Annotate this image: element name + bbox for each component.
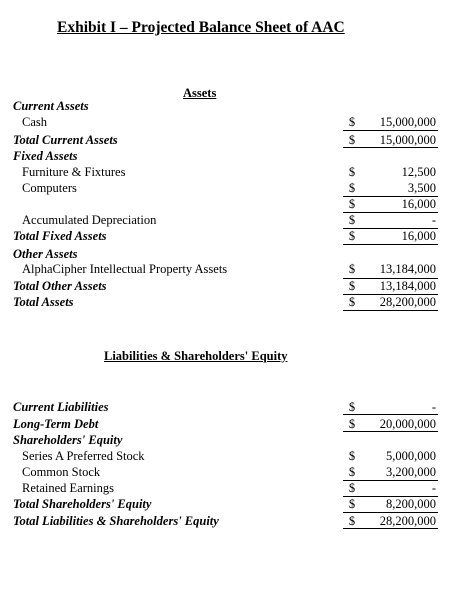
row-amount: 16,000 [401,229,436,243]
dollar-sign: $ [348,262,356,276]
rule-line [343,278,438,279]
dollar-sign: $ [348,497,356,511]
dollar-sign: $ [348,449,356,463]
row-label: Total Assets [13,295,74,309]
table-row [0,481,465,497]
dollar-sign: $ [348,465,356,479]
dollar-sign: $ [348,400,356,414]
table-row [0,99,465,115]
table-row [0,279,465,295]
dollar-sign: $ [348,133,356,147]
dollar-sign: $ [348,165,356,179]
table-row [0,247,465,263]
row-amount: 3,200,000 [386,465,436,479]
row-label: Fixed Assets [13,149,78,163]
row-amount: 12,500 [401,165,436,179]
rule-line [343,294,438,295]
row-label: Furniture & Fixtures [22,165,126,179]
table-row [0,449,465,465]
row-label: Retained Earnings [22,481,114,495]
row-amount: 5,000,000 [386,449,436,463]
row-label: Total Shareholders' Equity [13,497,152,511]
row-label: Current Liabilities [13,400,109,414]
table-row [0,229,465,245]
table-row [0,181,465,197]
row-label: Accumulated Depreciation [22,213,157,227]
dollar-sign: $ [348,279,356,293]
rule-line [343,228,438,229]
row-label: Computers [22,181,77,195]
row-label: Total Fixed Assets [13,229,107,243]
table-row [0,165,465,181]
table-row [0,213,465,229]
row-label: Series A Preferred Stock [22,449,145,463]
dollar-sign: $ [348,213,356,227]
rule-line [343,480,438,481]
row-amount: 16,000 [401,197,436,211]
rule-line [343,528,438,529]
rule-line [343,414,438,415]
dollar-sign: $ [348,295,356,309]
table-row [0,465,465,481]
row-label: Current Assets [13,99,89,113]
page-title: Exhibit I – Projected Balance Sheet of AAC [57,19,345,36]
rule-line [343,496,438,497]
table-row [0,433,465,449]
row-label: Total Other Assets [13,279,107,293]
dollar-sign: $ [348,197,356,211]
row-label: Other Assets [13,247,78,261]
table-row [0,149,465,165]
dollar-sign: $ [348,181,356,195]
row-amount: 15,000,000 [379,133,436,147]
dollar-sign: $ [348,229,356,243]
table-row [0,497,465,513]
row-amount: 8,200,000 [386,497,436,511]
row-label: Total Current Assets [13,133,118,147]
row-amount: - [431,481,436,495]
rule-line [343,196,438,197]
rule-line [343,130,438,131]
table-row [0,197,465,213]
liabilities-heading: Liabilities & Shareholders' Equity [104,349,288,363]
row-amount: - [431,213,436,227]
rule-line [343,147,438,148]
rule-line [343,431,438,432]
row-amount: 13,184,000 [379,279,436,293]
row-label: Total Liabilities & Shareholders' Equity [13,514,219,528]
row-amount: 28,200,000 [379,295,436,309]
table-row [0,262,465,278]
table-row [0,295,465,311]
dollar-sign: $ [348,514,356,528]
rule-line [343,212,438,213]
row-amount: 28,200,000 [379,514,436,528]
row-amount: 15,000,000 [379,115,436,129]
rule-line [343,310,438,311]
row-amount: - [431,400,436,414]
dollar-sign: $ [348,115,356,129]
table-row [0,115,465,131]
dollar-sign: $ [348,481,356,495]
row-label: Shareholders' Equity [13,433,123,447]
row-amount: 20,000,000 [379,417,436,431]
row-amount: 13,184,000 [379,262,436,276]
row-label: Cash [22,115,47,129]
dollar-sign: $ [348,417,356,431]
row-label: AlphaCipher Intellectual Property Assets [22,262,228,276]
row-amount: 3,500 [407,181,436,195]
row-label: Common Stock [22,465,101,479]
assets-heading: Assets [183,86,217,100]
rule-line [343,244,438,245]
rule-line [343,512,438,513]
row-label: Long-Term Debt [13,417,99,431]
